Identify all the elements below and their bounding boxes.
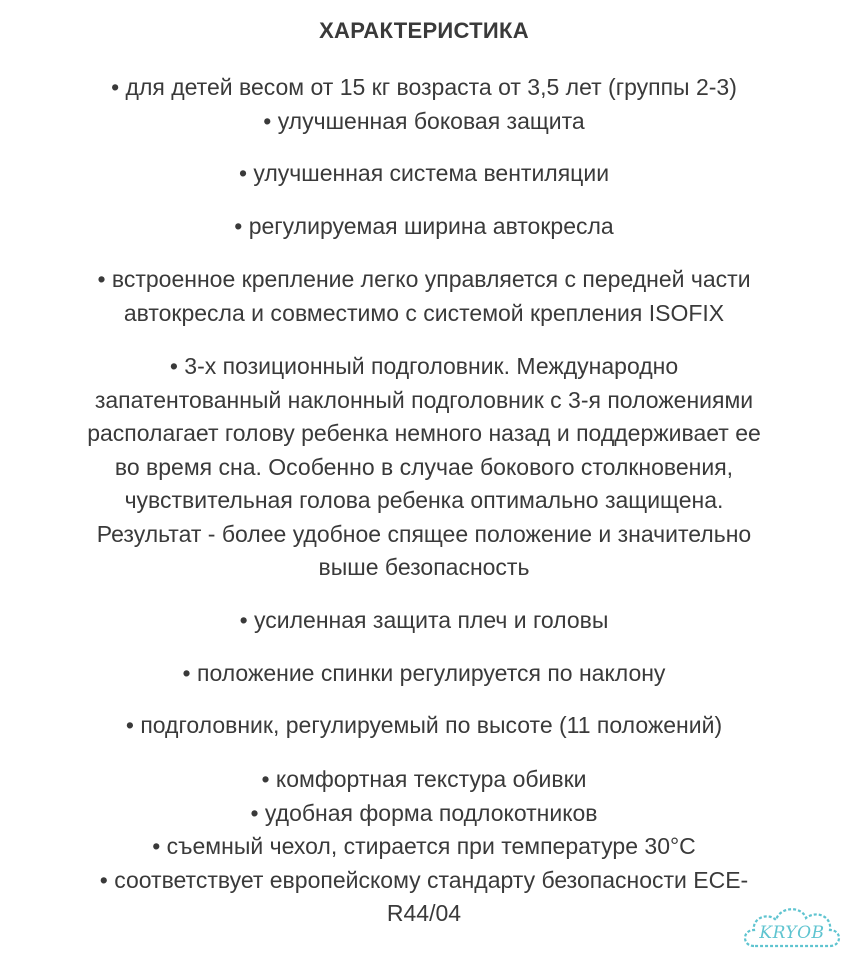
feature-block-headrest: [24, 350, 824, 585]
feature-line: • усиленная защита плеч и головы: [239, 607, 609, 633]
feature-line: чувствительная голова ребенка оптимально защищена.: [124, 487, 724, 513]
feature-line: • соответствует европейскому стандарту безопасности ЕСЕ-: [99, 866, 749, 893]
feature-block-width: [24, 210, 824, 244]
feature-block-isofix: [24, 263, 824, 330]
feature-line: во время сна. Особенно в случае бокового столкновения,: [114, 453, 734, 480]
feature-line: запатентованный наклонный подголовник с 3-я положениями: [94, 386, 754, 413]
feature-line: • комфортная текстура обивки: [261, 766, 587, 792]
feature-block-group-age: [24, 71, 824, 138]
feature-line: выше безопасность: [318, 554, 530, 580]
feature-line: • удобная форма подлокотников: [250, 799, 598, 826]
feature-line: Результат - более удобное спящее положение и значительно: [96, 520, 752, 547]
kryob-logo-watermark: [740, 896, 844, 958]
feature-line: • регулируемая ширина автокресла: [234, 213, 614, 239]
feature-block-backrest: [24, 657, 824, 691]
feature-line: • 3-х позиционный подголовник. Международно: [169, 353, 679, 379]
feature-line: • для детей весом от 15 кг возраста от 3,5 лет (группы 2-3): [111, 74, 737, 100]
feature-block-comfort: [24, 763, 824, 931]
feature-block-height: [24, 709, 824, 743]
feature-line: • съемный чехол, стирается при температуре 30°С: [152, 833, 696, 859]
feature-line: автокресла и совместимо с системой крепления ISOFIX: [123, 299, 725, 326]
feature-block-ventilation: [24, 157, 824, 191]
feature-line: R44/04: [386, 900, 462, 926]
watermark-text: KRYOB: [759, 923, 825, 943]
feature-line: • подголовник, регулируемый по высоте (11 положений): [125, 712, 723, 738]
document-title: ХАРАКТЕРИСТИКА: [319, 18, 529, 43]
feature-line: • встроенное крепление легко управляется с передней части: [97, 266, 751, 292]
feature-line: • положение спинки регулируется по наклону: [182, 660, 666, 686]
feature-line: • улучшенная система вентиляции: [238, 160, 610, 186]
feature-line: • улучшенная боковая защита: [263, 107, 585, 134]
feature-line: располагает голову ребенка немного назад и поддерживает ее: [87, 420, 761, 446]
feature-block-shoulder: [24, 604, 824, 638]
